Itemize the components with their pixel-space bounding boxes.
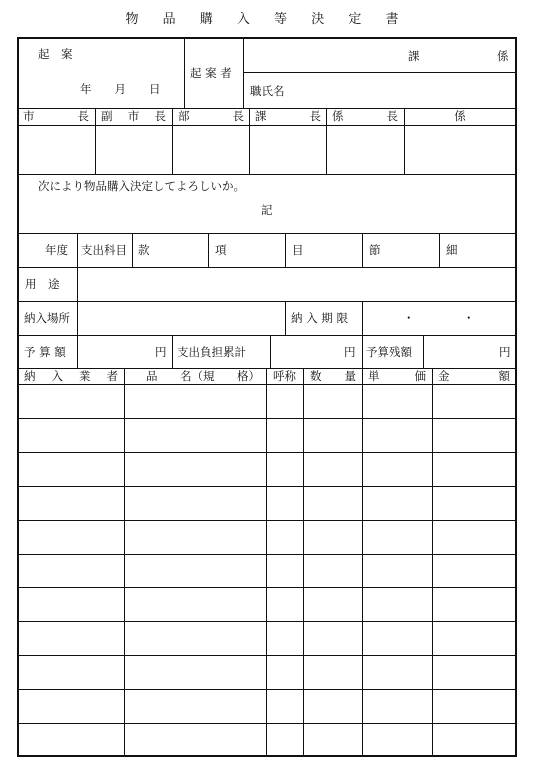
seal-header-section bbox=[255, 109, 321, 123]
rule-items-v2 bbox=[266, 368, 267, 757]
rule-seal-v2 bbox=[172, 108, 173, 174]
items-header-vendor-3: 業 bbox=[79, 369, 91, 383]
items-header-product bbox=[146, 369, 260, 383]
items-header-product-2: 名（規 bbox=[180, 369, 215, 383]
seal-header-sub-1: 係 bbox=[332, 109, 344, 123]
items-header-amount-2: 額 bbox=[498, 369, 510, 383]
rule-account-bottom bbox=[17, 267, 517, 268]
seal-header-sub-2: 長 bbox=[386, 109, 398, 123]
items-header-unit-price bbox=[368, 369, 426, 383]
seal-header-dept-1: 部 bbox=[178, 109, 190, 123]
items-header-price-2: 価 bbox=[414, 369, 426, 383]
budget-yen-2: 円 bbox=[344, 345, 356, 359]
rule-items-v4 bbox=[362, 368, 363, 757]
items-header-unit-name bbox=[266, 369, 303, 383]
seal-header-staff bbox=[404, 109, 516, 123]
seal-header-vice-2: 市 bbox=[127, 109, 140, 123]
rule-place-v1 bbox=[77, 301, 78, 335]
rule-account-v5 bbox=[362, 233, 363, 267]
items-header-amount-1: 金 bbox=[438, 369, 450, 383]
deadline-dot-1: ・ bbox=[403, 311, 415, 325]
draft-date-line: 年 月 日 bbox=[80, 82, 161, 96]
rule-budget-v4 bbox=[362, 335, 363, 368]
item-row-rule bbox=[17, 486, 517, 487]
seal-header-dept-2: 長 bbox=[232, 109, 244, 123]
seal-header-section-2: 長 bbox=[309, 109, 321, 123]
rule-seal-header bbox=[17, 125, 517, 126]
account-label: 支出科目 bbox=[81, 243, 127, 257]
rule-account-v1 bbox=[77, 233, 78, 267]
items-header-amount bbox=[438, 369, 510, 383]
seal-header-mayor-2: 長 bbox=[77, 109, 89, 123]
rule-place-v3 bbox=[362, 301, 363, 335]
item-row-rule bbox=[17, 418, 517, 419]
purpose-label: 用 途 bbox=[25, 277, 60, 291]
delivery-place-label: 納入場所 bbox=[24, 311, 70, 325]
rule-budget-v2 bbox=[172, 335, 173, 368]
seal-header-section-1: 課 bbox=[255, 109, 267, 123]
form-frame bbox=[17, 37, 517, 757]
budget-yen-3: 円 bbox=[499, 345, 511, 359]
item-row-rule bbox=[17, 554, 517, 555]
seal-header-vice-mayor bbox=[101, 109, 166, 123]
rule-items-v3 bbox=[303, 368, 304, 757]
items-header-quantity bbox=[310, 369, 356, 383]
rule-place-bottom bbox=[17, 335, 517, 336]
seal-header-mayor bbox=[23, 109, 89, 123]
kou-label: 項 bbox=[215, 243, 227, 257]
rule-account-v3 bbox=[208, 233, 209, 267]
items-header-vendor-1: 納 bbox=[24, 369, 36, 383]
item-row-rule bbox=[17, 723, 517, 724]
delivery-deadline-label: 納 入 期 限 bbox=[291, 311, 348, 325]
rule-purpose-bottom bbox=[17, 301, 517, 302]
item-row-rule bbox=[17, 621, 517, 622]
item-row-rule bbox=[17, 689, 517, 690]
kan-label: 款 bbox=[138, 243, 150, 257]
items-header-vendor-2: 入 bbox=[51, 369, 63, 383]
rule-account-v2 bbox=[132, 233, 133, 267]
budget-amount-label: 予 算 額 bbox=[24, 345, 66, 359]
cumulative-label: 支出負担累計 bbox=[177, 345, 246, 359]
drafter-label: 起 案 者 bbox=[190, 66, 232, 80]
rule-purpose-v1 bbox=[77, 267, 78, 301]
seal-header-staff-1: 係 bbox=[454, 109, 466, 123]
items-header-unit-name-1: 呼称 bbox=[273, 369, 296, 383]
rule-seal-bottom bbox=[17, 174, 517, 175]
item-row-rule bbox=[17, 452, 517, 453]
items-header-quantity-1: 数 bbox=[310, 369, 322, 383]
rule-account-v4 bbox=[285, 233, 286, 267]
items-header-vendor bbox=[24, 369, 118, 383]
section-label: 課 bbox=[408, 49, 420, 63]
name-label: 職氏名 bbox=[250, 84, 285, 98]
rule-place-v2 bbox=[285, 301, 286, 335]
draft-label: 起 案 bbox=[38, 47, 73, 61]
staff-label: 係 bbox=[497, 49, 509, 63]
seal-header-vice-3: 長 bbox=[154, 109, 166, 123]
rule-budget-v5 bbox=[423, 335, 424, 368]
rule-items-header bbox=[17, 384, 517, 385]
rule-seal-v3 bbox=[249, 108, 250, 174]
request-text: 次により物品購入決定してよろしいか。 bbox=[38, 179, 245, 193]
seal-header-mayor-1: 市 bbox=[23, 109, 35, 123]
document-title: 物 品 購 入 等 決 定 書 bbox=[125, 12, 409, 27]
items-header-product-1: 品 bbox=[146, 369, 158, 383]
rule-items-v1 bbox=[124, 368, 125, 757]
item-row-rule bbox=[17, 587, 517, 588]
item-row-rule bbox=[17, 520, 517, 521]
rule-budget-v1 bbox=[77, 335, 78, 368]
rule-seal-v1 bbox=[95, 108, 96, 174]
setsu-label: 節 bbox=[369, 243, 381, 257]
rule-section-staff bbox=[243, 72, 517, 73]
items-header-price-1: 単 bbox=[368, 369, 380, 383]
seal-header-subsection bbox=[332, 109, 398, 123]
ki-text: 記 bbox=[261, 203, 273, 217]
rule-budget-v3 bbox=[270, 335, 271, 368]
rule-text-bottom bbox=[17, 233, 517, 234]
saimoku-label: 細 bbox=[446, 243, 458, 257]
balance-label: 予算残額 bbox=[366, 345, 412, 359]
seal-header-vice-1: 副 bbox=[101, 109, 113, 123]
rule-seal-v4 bbox=[326, 108, 327, 174]
items-header-product-3: 格） bbox=[237, 369, 260, 383]
rule-items-v5 bbox=[432, 368, 433, 757]
rule-header-v2 bbox=[243, 37, 244, 108]
deadline-dot-2: ・ bbox=[463, 311, 475, 325]
rule-header-v1 bbox=[184, 37, 185, 108]
budget-yen-1: 円 bbox=[155, 345, 167, 359]
rule-account-v6 bbox=[439, 233, 440, 267]
items-header-vendor-4: 者 bbox=[106, 369, 118, 383]
item-row-rule bbox=[17, 655, 517, 656]
fiscal-year-label: 年度 bbox=[45, 243, 68, 257]
moku-label: 目 bbox=[292, 243, 304, 257]
items-header-quantity-2: 量 bbox=[344, 369, 356, 383]
seal-header-dept bbox=[178, 109, 244, 123]
